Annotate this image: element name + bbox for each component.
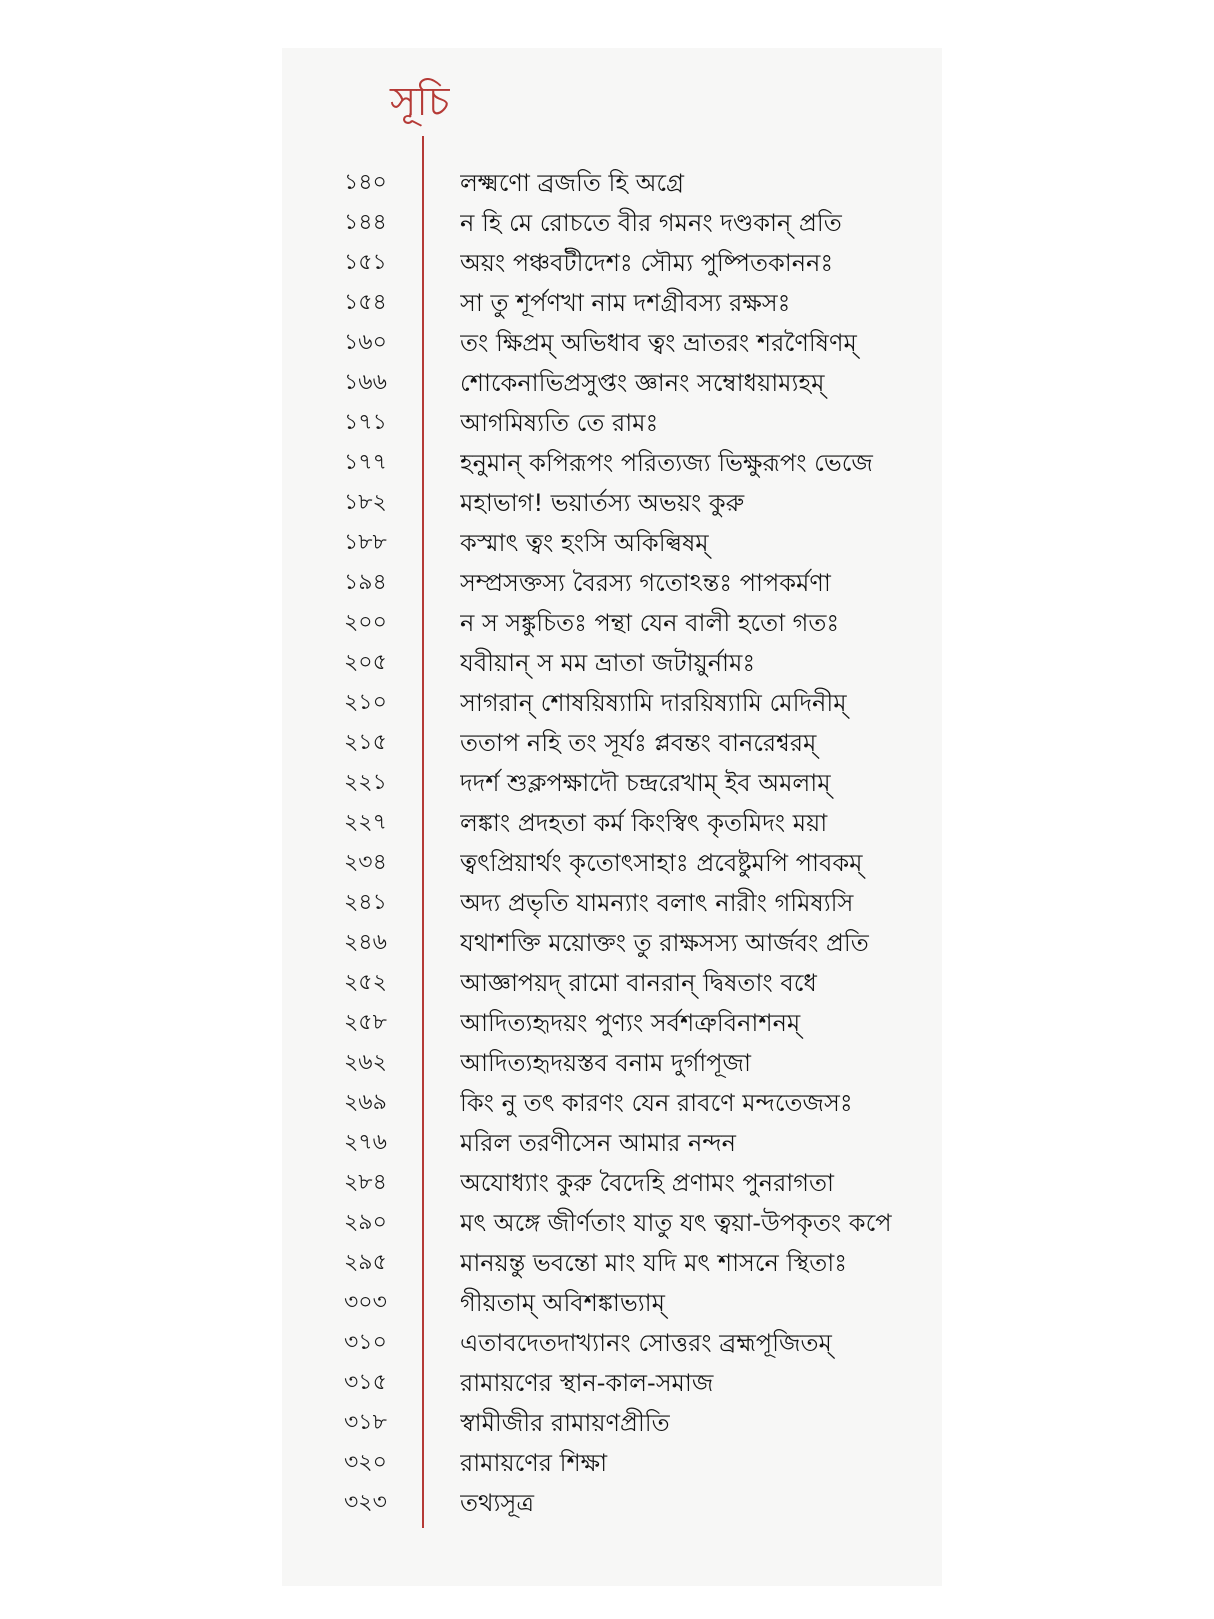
toc-entry — [0, 483, 1214, 523]
toc-page-number: ২৭৬ — [344, 1130, 387, 1155]
toc-entry — [0, 1083, 1214, 1123]
toc-page-number: ১৬০ — [344, 330, 387, 355]
toc-chapter-title: অয়ং পঞ্চবটীদেশঃ সৌম্য পুষ্পিতকাননঃ — [460, 249, 834, 277]
toc-chapter-title: ততাপ নহি তং সূর্যঃ প্লবন্তং বানরেশ্বরম্ — [460, 729, 817, 757]
toc-page-number: ২৪৬ — [344, 930, 387, 955]
toc-page-number: ২৫৮ — [344, 1010, 387, 1035]
toc-page-number: ১৮২ — [344, 490, 387, 515]
toc-page-number: ২৪১ — [344, 890, 387, 915]
toc-entry — [0, 1483, 1214, 1523]
toc-page-number: ৩১৫ — [344, 1370, 387, 1395]
toc-entry — [0, 1323, 1214, 1363]
toc-entry — [0, 1043, 1214, 1083]
toc-page-number: ২৬২ — [344, 1050, 387, 1075]
toc-chapter-title: রামায়ণের শিক্ষা — [460, 1449, 608, 1477]
toc-chapter-title: কিং নু তৎ কারণং যেন রাবণে মন্দতেজসঃ — [460, 1089, 853, 1117]
toc-chapter-title: তথ্যসূত্র — [460, 1489, 534, 1517]
toc-entry — [0, 883, 1214, 923]
toc-entry — [0, 1363, 1214, 1403]
toc-entry — [0, 203, 1214, 243]
toc-chapter-title: আদিত্যহৃদয়ং পুণ্যং সর্বশত্রুবিনাশনম্ — [460, 1009, 801, 1037]
toc-entry — [0, 283, 1214, 323]
toc-chapter-title: স্বামীজীর রামায়ণপ্রীতি — [460, 1409, 670, 1437]
toc-chapter-title: হনুমান্ কপিরূপং পরিত্যজ্য ভিক্ষুরূপং ভেজে — [460, 449, 873, 477]
toc-entry — [0, 603, 1214, 643]
toc-chapter-title: আগমিষ্যতি তে রামঃ — [460, 409, 659, 437]
toc-page-number: ১৭১ — [344, 410, 387, 435]
toc-chapter-title: দদর্শ শুক্লপক্ষাদৌ চন্দ্ররেখাম্ ইব অমলাম্ — [460, 769, 831, 797]
toc-page-number: ২২১ — [344, 770, 387, 795]
toc-entry — [0, 243, 1214, 283]
toc-entry — [0, 723, 1214, 763]
toc-chapter-title: লক্ষ্মণো ব্রজতি হি অগ্রে — [460, 169, 685, 197]
toc-page-number: ৩২৩ — [344, 1490, 387, 1515]
toc-chapter-title: যথাশক্তি ময়োক্তং তু রাক্ষসস্য আর্জবং প্রতি — [460, 929, 869, 957]
toc-entry — [0, 563, 1214, 603]
toc-chapter-title: ন হি মে রোচতে বীর গমনং দণ্ডকান্ প্রতি — [460, 209, 842, 237]
toc-entry — [0, 1003, 1214, 1043]
toc-entry — [0, 1243, 1214, 1283]
toc-entry — [0, 1403, 1214, 1443]
toc-page-number: ২৫২ — [344, 970, 387, 995]
toc-chapter-title: সাগরান্ শোষয়িষ্যামি দারয়িষ্যামি মেদিনীম্ — [460, 689, 847, 717]
toc-page-number: ২৬৯ — [344, 1090, 387, 1115]
toc-chapter-title: আদিত্যহৃদয়স্তব বনাম দুর্গাপূজা — [460, 1049, 751, 1077]
toc-page-number: ১৫৪ — [344, 290, 387, 315]
toc-page-number: ১৫১ — [344, 250, 387, 275]
toc-page-number: ২১০ — [344, 690, 387, 715]
toc-page-number: ১৪০ — [344, 170, 387, 195]
toc-chapter-title: শোকেনাভিপ্রসুপ্তং জ্ঞানং সম্বোধয়াম্যহম্ — [460, 369, 825, 397]
toc-entry — [0, 403, 1214, 443]
toc-page-number: ২৯৫ — [344, 1250, 387, 1275]
toc-page-number: ২৮৪ — [344, 1170, 387, 1195]
toc-chapter-title: মহাভাগ! ভয়ার্তস্য অভয়ং কুরু — [460, 489, 745, 517]
toc-chapter-title: রামায়ণের স্থান-কাল-সমাজ — [460, 1369, 714, 1397]
toc-entry — [0, 923, 1214, 963]
toc-entry — [0, 683, 1214, 723]
toc-page-number: ২০০ — [344, 610, 387, 635]
toc-page-number: ৩১০ — [344, 1330, 387, 1355]
toc-entry — [0, 1203, 1214, 1243]
toc-entry — [0, 523, 1214, 563]
toc-chapter-title: ন স সঙ্কুচিতঃ পন্থা যেন বালী হতো গতঃ — [460, 609, 840, 637]
toc-chapter-title: এতাবদেতদাখ্যানং সোত্তরং ব্রহ্মপূজিতম্ — [460, 1329, 832, 1357]
toc-chapter-title: আজ্ঞাপয়দ্ রামো বানরান্ দ্বিষতাং বধে — [460, 969, 817, 997]
toc-page-number: ১৯৪ — [344, 570, 387, 595]
toc-chapter-title: অযোধ্যাং কুরু বৈদেহি প্রণামং পুনরাগতা — [460, 1169, 834, 1197]
toc-entry — [0, 803, 1214, 843]
toc-page-number: ২২৭ — [344, 810, 387, 835]
toc-entry — [0, 843, 1214, 883]
toc-chapter-title: ত্বৎপ্রিয়ার্থং কৃতোৎসাহাঃ প্রবেষ্টুমপি পাবকম্ — [460, 849, 863, 877]
toc-page-number: ২৯০ — [344, 1210, 387, 1235]
toc-page-number: ১৭৭ — [344, 450, 387, 475]
toc-entry — [0, 1163, 1214, 1203]
toc-chapter-title: মরিল তরণীসেন আমার নন্দন — [460, 1129, 736, 1157]
toc-page-number: ৩১৮ — [344, 1410, 387, 1435]
toc-page-number: ১৪৪ — [344, 210, 387, 235]
toc-chapter-title: গীয়তাম্ অবিশঙ্কাভ্যাম্ — [460, 1289, 665, 1317]
toc-page-number: ৩২০ — [344, 1450, 387, 1475]
toc-entry — [0, 1283, 1214, 1323]
toc-entry — [0, 1443, 1214, 1483]
toc-chapter-title: সা তু শূর্পণখা নাম দশগ্রীবস্য রক্ষসঃ — [460, 289, 791, 317]
toc-page-number: ২৩৪ — [344, 850, 387, 875]
toc-chapter-title: সম্প্রসক্তস্য বৈরস্য গতোঽন্তঃ পাপকর্মণা — [460, 569, 831, 597]
toc-entry — [0, 763, 1214, 803]
toc-page-number: ১৬৬ — [344, 370, 387, 395]
toc-chapter-title: যবীয়ান্ স মম ভ্রাতা জটায়ুর্নামঃ — [460, 649, 756, 677]
toc-page-number: ২০৫ — [344, 650, 387, 675]
toc-entry — [0, 323, 1214, 363]
toc-entry — [0, 363, 1214, 403]
toc-entry — [0, 443, 1214, 483]
toc-entry — [0, 963, 1214, 1003]
toc-chapter-title: মৎ অঙ্গে জীর্ণতাং যাতু যৎ ত্বয়া-উপকৃতং কপে — [460, 1209, 892, 1237]
toc-chapter-title: তং ক্ষিপ্রম্ অভিধাব ত্বং ভ্রাতরং শরণৈষিণম্ — [460, 329, 857, 357]
toc-chapter-title: মানয়ন্তু ভবন্তো মাং যদি মৎ শাসনে স্থিতাঃ — [460, 1249, 848, 1277]
toc-page-number: ১৮৮ — [344, 530, 387, 555]
toc-chapter-title: কস্মাৎ ত্বং হংসি অকিল্বিষম্ — [460, 529, 709, 557]
toc-entry — [0, 163, 1214, 203]
toc-page-number: ৩০৩ — [344, 1290, 387, 1315]
toc-entry — [0, 1123, 1214, 1163]
toc-chapter-title: অদ্য প্রভৃতি যামন্যাং বলাৎ নারীং গমিষ্যসি — [460, 889, 854, 917]
toc-chapter-title: লঙ্কাং প্রদহতা কর্ম কিংস্বিৎ কৃতমিদং ময়া — [460, 809, 828, 837]
toc-page-number: ২১৫ — [344, 730, 387, 755]
page-title: সূচি — [390, 79, 450, 125]
toc-entry — [0, 643, 1214, 683]
table-of-contents — [0, 163, 1214, 1523]
